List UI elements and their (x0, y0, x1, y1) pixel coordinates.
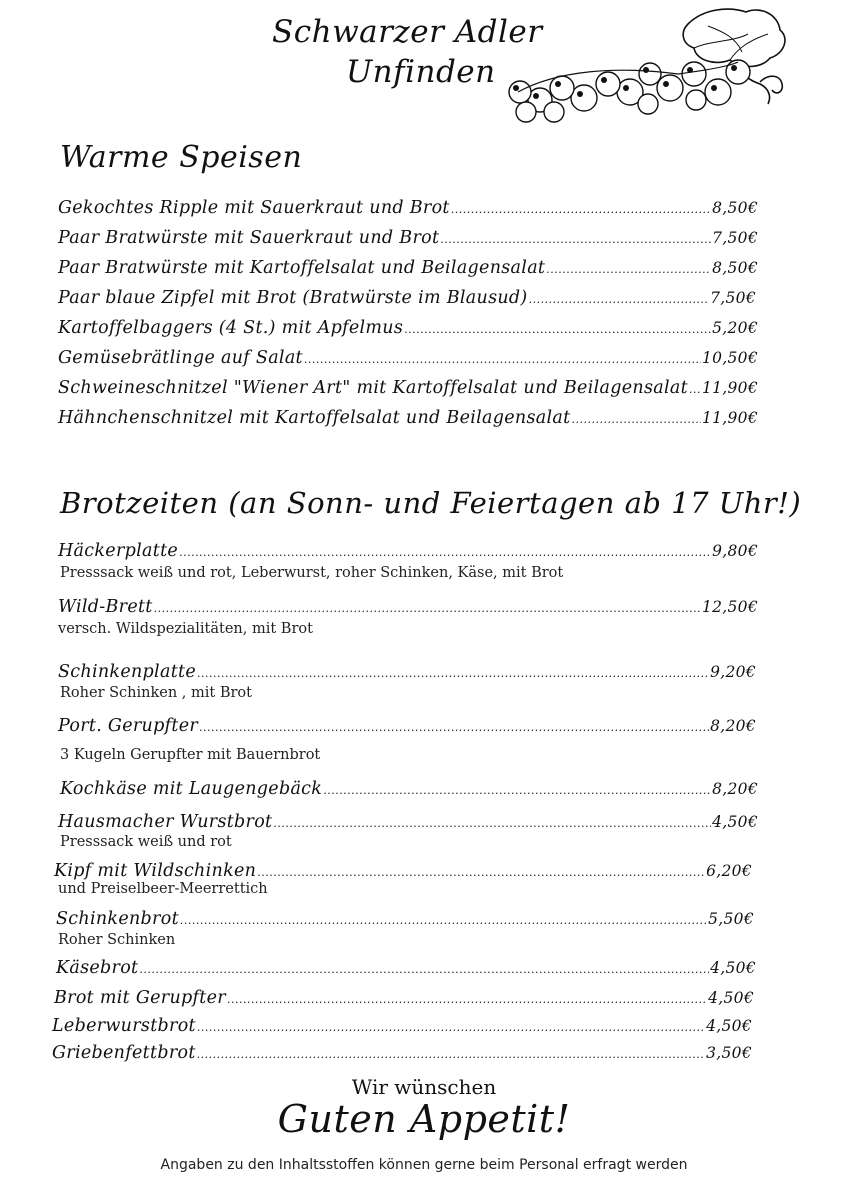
brotzeit-menu-item-name: Brot mit Gerupfter (54, 988, 226, 1008)
brotzeit-menu-item (58, 662, 756, 682)
dot-leader (323, 784, 711, 797)
brotzeit-menu-item-description: 3 Kugeln Gerupfter mit Bauernbrot (60, 747, 321, 763)
brotzeit-menu-item (54, 988, 754, 1008)
dot-leader (273, 817, 711, 830)
warm-menu-item-name: Paar Bratwürste mit Kartoffelsalat und Beilagensalat (58, 258, 546, 278)
warm-menu-item (58, 288, 756, 308)
warm-menu-item-price: 5,20€ (712, 319, 758, 337)
dot-leader (451, 203, 711, 216)
dot-leader (529, 293, 710, 306)
section-heading-warm: Warme Speisen (60, 140, 303, 175)
warm-menu-item (58, 228, 758, 248)
brotzeit-menu-item-description: Roher Schinken (58, 932, 176, 948)
warm-menu-item (58, 318, 758, 338)
brotzeit-menu-item (54, 861, 752, 881)
brotzeit-menu-item-name: Häckerplatte (58, 541, 179, 561)
brotzeit-menu-item-description: Presssack weiß und rot, Leberwurst, roher Schinken, Käse, mit Brot (60, 565, 564, 581)
brotzeit-menu-item-name: Kipf mit Wildschinken (54, 861, 257, 881)
brotzeit-menu-item-name: Hausmacher Wurstbrot (58, 812, 273, 832)
brotzeit-menu-item-name: Kochkäse mit Laugengebäck (60, 779, 323, 799)
dot-leader (197, 1021, 705, 1034)
grape-vine-icon (498, 4, 790, 132)
brotzeit-menu-item-price: 4,50€ (710, 959, 756, 977)
warm-menu-item (58, 348, 758, 368)
brotzeit-menu-item-name: Schinkenbrot (56, 909, 179, 929)
brotzeit-menu-item-price: 5,50€ (708, 910, 754, 928)
warm-menu-item-price: 7,50€ (710, 289, 756, 307)
restaurant-title: Schwarzer Adler (272, 14, 543, 50)
warm-menu-item-price: 8,50€ (712, 199, 758, 217)
brotzeit-menu-item-name: Port. Gerupfter (58, 716, 199, 736)
warm-menu-item-price: 11,90€ (701, 409, 758, 427)
brotzeit-menu-item (58, 597, 758, 617)
warm-menu-item-name: Gekochtes Ripple mit Sauerkraut und Brot (58, 198, 450, 218)
warm-menu-item-name: Kartoffelbaggers (4 St.) mit Apfelmus (58, 318, 404, 338)
brotzeit-menu-item-description: und Preiselbeer-Meerrettich (58, 881, 268, 897)
brotzeit-menu-item-price: 6,20€ (706, 862, 752, 880)
brotzeit-menu-item-name: Wild-Brett (58, 597, 153, 617)
brotzeit-menu-item-price: 3,50€ (706, 1044, 752, 1062)
warm-menu-item-price: 11,90€ (701, 379, 758, 397)
warm-menu-item (58, 408, 758, 428)
brotzeit-menu-item-name: Schinkenplatte (58, 662, 197, 682)
brotzeit-menu-item (58, 812, 758, 832)
warm-menu-item-price: 7,50€ (712, 229, 758, 247)
warm-menu-item (58, 258, 758, 278)
dot-leader (571, 413, 700, 426)
dot-leader (689, 383, 701, 396)
brotzeit-menu-item-price: 4,50€ (706, 1017, 752, 1035)
warm-menu-item-name: Schweineschnitzel "Wiener Art" mit Kartoffelsalat und Beilagensalat (58, 378, 688, 398)
dot-leader (257, 866, 705, 879)
dot-leader (139, 963, 709, 976)
closing-appetit: Guten Appetit! (277, 1097, 571, 1141)
warm-menu-item (58, 198, 758, 218)
section-heading-brotzeiten: Brotzeiten (an Sonn- und Feiertagen ab 17 Uhr!) (60, 486, 802, 520)
dot-leader (179, 546, 711, 559)
brotzeit-menu-item-name: Leberwurstbrot (52, 1016, 196, 1036)
warm-menu-item-price: 8,50€ (712, 259, 758, 277)
warm-menu-item-name: Gemüsebrätlinge auf Salat (58, 348, 303, 368)
brotzeit-menu-item (58, 541, 758, 561)
warm-menu-item-name: Paar blaue Zipfel mit Brot (Bratwürste im Blausud) (58, 288, 528, 308)
warm-menu-item-name: Paar Bratwürste mit Sauerkraut und Brot (58, 228, 440, 248)
dot-leader (197, 667, 709, 680)
brotzeit-menu-item (56, 909, 754, 929)
warm-menu-item-price: 10,50€ (701, 349, 758, 367)
brotzeit-menu-item-price: 8,20€ (710, 717, 756, 735)
brotzeit-menu-item-price: 12,50€ (701, 598, 758, 616)
brotzeit-menu-item (56, 958, 756, 978)
brotzeit-menu-item (60, 779, 758, 799)
brotzeit-menu-item-description: Presssack weiß und rot (60, 834, 232, 850)
brotzeit-menu-item-price: 4,50€ (712, 813, 758, 831)
warm-menu-item-name: Hähnchenschnitzel mit Kartoffelsalat und Beilagensalat (58, 408, 571, 428)
dot-leader (546, 263, 711, 276)
brotzeit-menu-item-name: Griebenfettbrot (52, 1043, 196, 1063)
dot-leader (304, 353, 701, 366)
closing-wish: Wir wünschen (351, 1075, 497, 1099)
dot-leader (197, 1048, 705, 1061)
brotzeit-menu-item-name: Käsebrot (56, 958, 139, 978)
brotzeit-menu-item (58, 716, 756, 736)
allergen-note: Angaben zu den Inhaltsstoffen können gerne beim Personal erfragt werden (160, 1157, 688, 1173)
brotzeit-menu-item-price: 9,20€ (710, 663, 756, 681)
warm-menu-item (58, 378, 758, 398)
brotzeit-menu-item (52, 1043, 752, 1063)
restaurant-subtitle: Unfinden (346, 54, 496, 90)
dot-leader (154, 602, 701, 615)
brotzeit-menu-item (52, 1016, 752, 1036)
brotzeit-menu-item-description: Roher Schinken , mit Brot (60, 685, 252, 701)
dot-leader (440, 233, 711, 246)
dot-leader (199, 721, 709, 734)
brotzeit-menu-item-description: versch. Wildspezialitäten, mit Brot (58, 621, 313, 637)
dot-leader (404, 323, 711, 336)
brotzeit-menu-item-price: 8,20€ (712, 780, 758, 798)
brotzeit-menu-item-price: 9,80€ (712, 542, 758, 560)
dot-leader (227, 993, 707, 1006)
dot-leader (180, 914, 707, 927)
brotzeit-menu-item-price: 4,50€ (708, 989, 754, 1007)
